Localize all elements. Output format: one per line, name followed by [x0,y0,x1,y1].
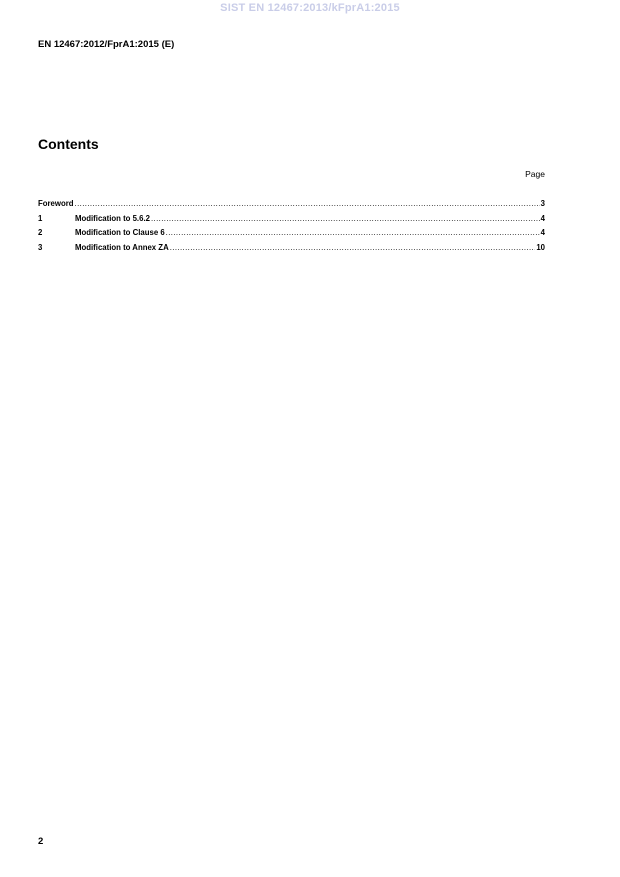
watermark: SIST EN 12467:2013/kFprA1:2015 [220,2,400,14]
toc-entry-title: Modification to Clause 6 [75,228,165,237]
document-identifier: EN 12467:2012/FprA1:2015 (E) [38,39,175,50]
toc-entry-title: Modification to Annex ZA [75,242,169,252]
toc-entry-page: 10 [536,242,545,252]
page-column-label: Page [525,169,545,179]
toc-entry-page: 3 [540,199,545,208]
toc-entry-number: 1 [38,213,43,223]
toc-entry-page: 4 [540,213,545,223]
toc-leader-dots [75,199,540,208]
contents-heading: Contents [38,136,99,152]
page-number: 2 [38,836,44,847]
toc-entry-title: Foreword [38,199,74,208]
toc-leader-dots [170,243,536,252]
toc-entry-foreword[interactable] [38,199,545,214]
toc-entry-2[interactable] [38,228,545,243]
toc-leader-dots [151,214,540,223]
toc-entry-number: 2 [38,228,43,237]
table-of-contents [38,199,545,257]
toc-entry-3[interactable] [38,243,545,258]
toc-entry-page: 4 [540,228,545,237]
toc-entry-1[interactable] [38,214,545,229]
toc-leader-dots [166,228,540,237]
toc-entry-number: 3 [38,242,43,252]
toc-entry-title: Modification to 5.6.2 [75,213,150,223]
